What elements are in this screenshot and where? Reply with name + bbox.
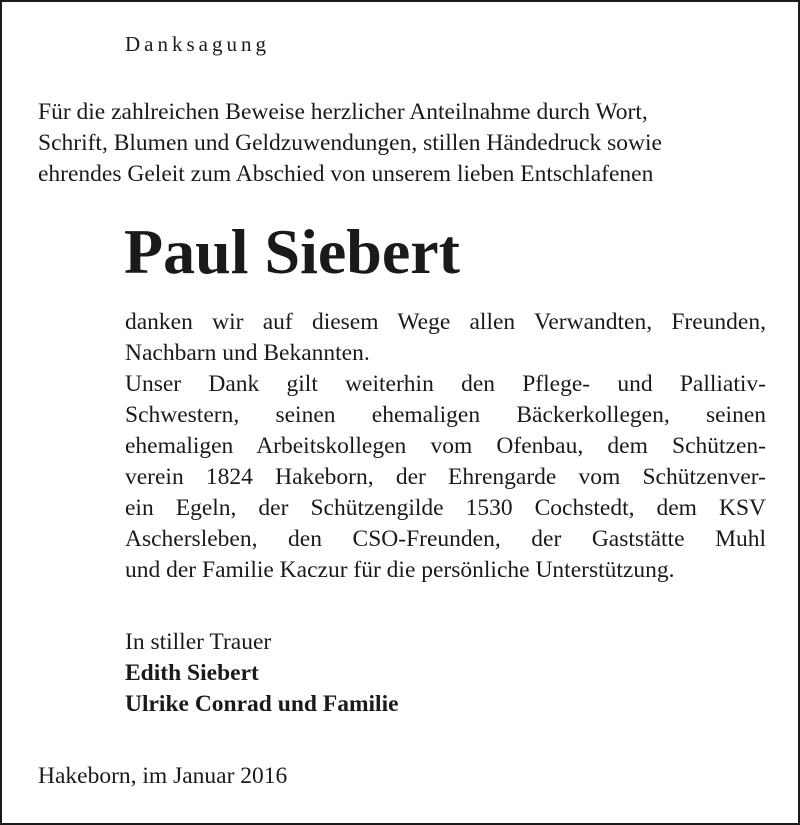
mourner-name: Edith Siebert [125, 660, 259, 686]
mourner-name: Ulrike Conrad und Familie [125, 691, 399, 717]
text-line: Aschersleben, den CSO-Freunden, der Gaststätte Muhl [125, 526, 766, 552]
intro-line: Für die zahlreichen Beweise herzlicher Anteilnahme durch Wort, [38, 99, 648, 125]
text-line: Unser Dank gilt weiterhin den Pflege- und Palliativ- [125, 371, 766, 397]
text-line: ehemaligen Arbeitskollegen vom Ofenbau, dem Schützen- [125, 433, 766, 459]
intro-line: ehrendes Geleit zum Abschied von unserem lieben Entschlafenen [38, 161, 654, 187]
thanks-paragraph-2 [125, 369, 766, 586]
mourning-label: In stiller Trauer [125, 629, 272, 655]
deceased-name: Paul Siebert [124, 216, 460, 287]
thanks-text [125, 307, 766, 586]
text-line: verein 1824 Hakeborn, der Ehrengarde vom Schützenver- [125, 464, 766, 490]
place-date: Hakeborn, im Januar 2016 [38, 763, 288, 789]
text-line: Schwestern, seinen ehemaligen Bäckerkollegen, seinen [125, 402, 766, 428]
text-line: danken wir auf diesem Wege allen Verwandten, Freunden, [125, 309, 766, 335]
notice-heading: Danksagung [125, 32, 270, 56]
signature-block [125, 627, 399, 720]
text-line: ein Egeln, der Schützengilde 1530 Cochstedt, dem KSV [125, 495, 766, 521]
text-line: und der Familie Kaczur für die persönliche Unterstützung. [125, 557, 675, 583]
text-line: Nachbarn und Bekannten. [125, 340, 370, 366]
thanks-paragraph-1 [125, 307, 766, 369]
intro-line: Schrift, Blumen und Geldzuwendungen, stillen Händedruck sowie [38, 130, 662, 156]
intro-text [38, 97, 778, 190]
